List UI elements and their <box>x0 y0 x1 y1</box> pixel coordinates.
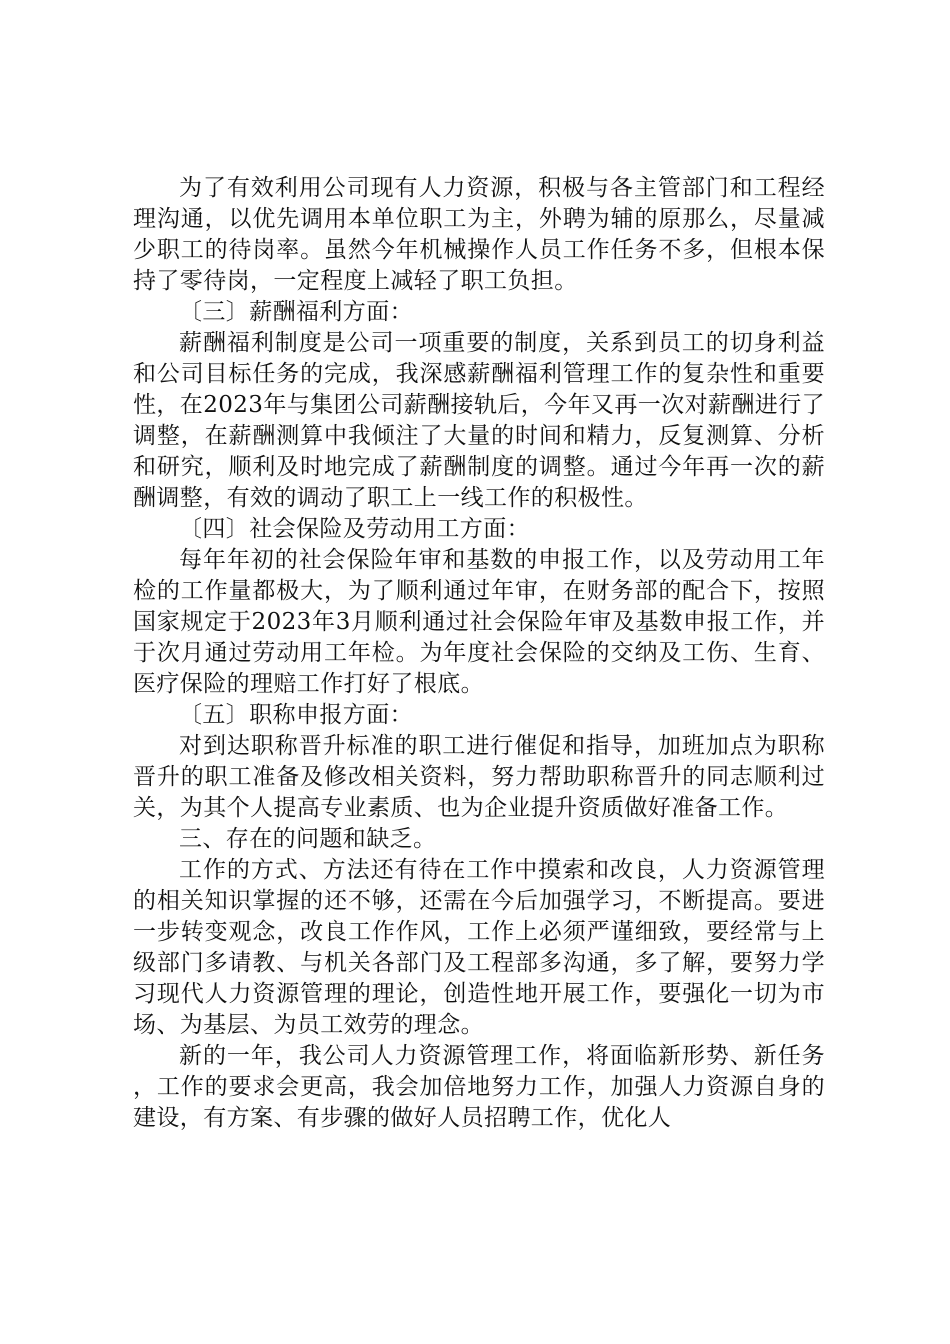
section-heading-title-application: 〔五〕职称申报方面： <box>179 702 413 728</box>
paragraph-staff-deployment: 为了有效利用公司现有人力资源，积极与各主管部门和工程经理沟通，以优先调用本单位职工为主，外聘为辅的原那么，尽量减少职工的待岗率。虽然今年机械操作人员工作任务不多，但根本保持了零待岗，一定程度上减轻了职工负担。 <box>133 175 825 294</box>
paragraph-social-insurance: 每年年初的社会保险年审和基数的申报工作，以及劳动用工年检的工作量都极大，为了顺利通过年审，在财务部的配合下，按照国家规定于2023年3月顺利通过社会保险年审及基数申报工作，并于次月通过劳动用工年检。为年度社会保险的交纳及工伤、生育、医疗保险的理赔工作打好了根底。 <box>133 547 825 697</box>
section-heading-social-insurance: 〔四〕社会保险及劳动用工方面： <box>179 516 530 542</box>
section-heading-problems: 三、存在的问题和缺乏。 <box>179 826 437 852</box>
paragraph-new-year-plan: 新的一年，我公司人力资源管理工作，将面临新形势、新任务，工作的要求会更高，我会加倍地努力工作，加强人力资源自身的建设，有方案、有步骤的做好人员招聘工作，优化人 <box>133 1043 825 1131</box>
document-body <box>133 173 825 1134</box>
section-heading-compensation: 〔三〕薪酬福利方面： <box>179 299 413 325</box>
paragraph-problems: 工作的方式、方法还有待在工作中摸索和改良，人力资源管理的相关知识掌握的还不够，还需在今后加强学习，不断提高。要进一步转变观念，改良工作作风，工作上必须严谨细致，要经常与上级部门多请教、与机关各部门及工程部多沟通，多了解，要努力学习现代人力资源管理的理论，创造性地开展工作，要强化一切为市场、为基层、为员工效劳的理念。 <box>133 857 825 1038</box>
paragraph-title-application: 对到达职称晋升标准的职工进行催促和指导，加班加点为职称晋升的职工准备及修改相关资料，努力帮助职称晋升的同志顺利过关，为其个人提高专业素质、也为企业提升资质做好准备工作。 <box>133 733 825 821</box>
paragraph-compensation: 薪酬福利制度是公司一项重要的制度，关系到员工的切身利益和公司目标任务的完成，我深感薪酬福利管理工作的复杂性和重要性，在2023年与集团公司薪酬接轨后，今年又再一次对薪酬进行了调整，在薪酬测算中我倾注了大量的时间和精力，反复测算、分析和研究，顺利及时地完成了薪酬制度的调整。通过今年再一次的薪酬调整，有效的调动了职工上一线工作的积极性。 <box>133 330 825 511</box>
